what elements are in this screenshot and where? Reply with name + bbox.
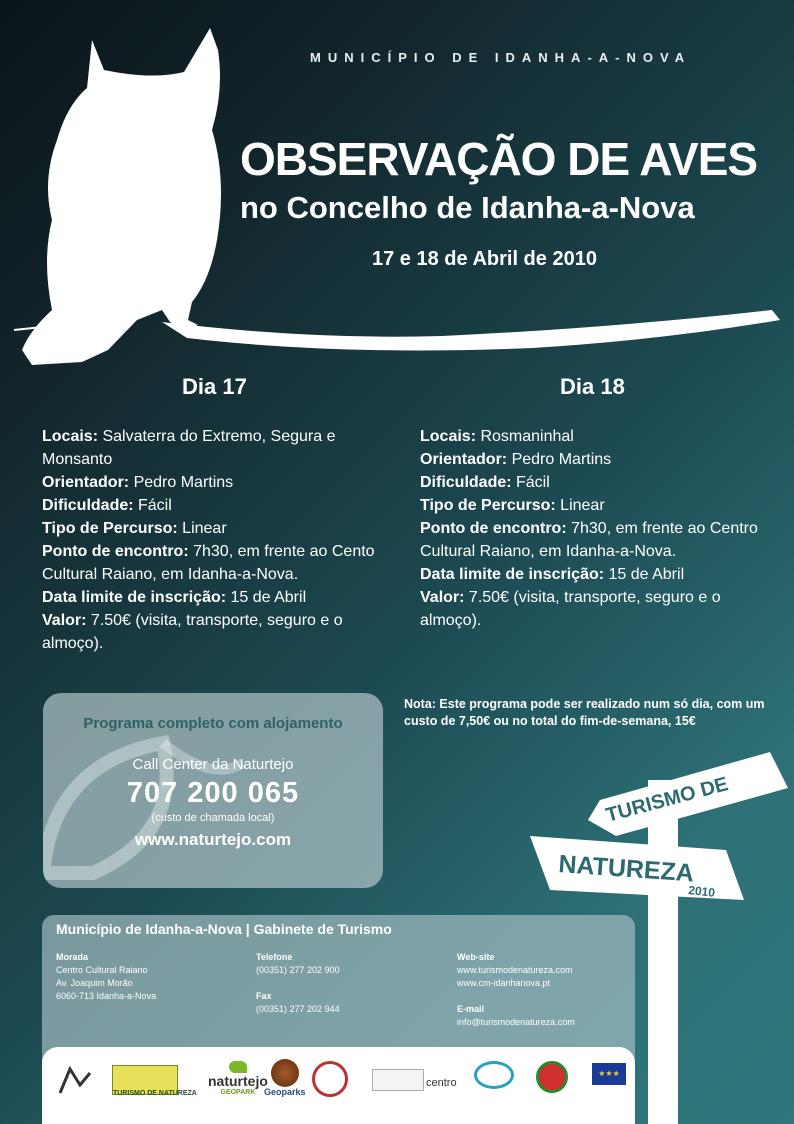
call-center-label: Call Center da Naturtejo	[132, 756, 294, 773]
day18-valor: Valor: 7.50€ (visita, transporte, seguro e o almoço).	[420, 589, 721, 629]
phone-note: (custo de chamada local)	[151, 812, 275, 824]
naturtejo-logo: naturtejo GEOPARK	[208, 1061, 268, 1096]
note-text: Nota: Este programa pode ser realizado num só dia, com um custo de 7,50€ ou no total do fim-de-semana, 15€	[404, 697, 765, 728]
promo-box	[43, 693, 383, 888]
day18-orientador: Orientador: Pedro Martins	[420, 451, 612, 468]
day17-dificuldade: Dificuldade: Fácil	[42, 497, 172, 514]
page-subtitle: no Concelho de Idanha-a-Nova	[240, 190, 695, 225]
day17-percurso: Tipo de Percurso: Linear	[42, 520, 227, 537]
sponsor-logos-bar	[42, 1047, 635, 1124]
fax-value: (00351) 277 202 944	[256, 1004, 340, 1014]
day17-inscricao: Data limite de inscrição: 15 de Abril	[42, 589, 307, 606]
day17-locais: Locais: Salvaterra do Extremo, Segura e Monsanto	[42, 428, 336, 468]
day17-details	[42, 425, 382, 655]
geoparks-logo: Geoparks	[264, 1059, 306, 1097]
eu-flag-icon: ★★★	[592, 1063, 626, 1085]
sign-bottom-label: NATUREZA	[557, 850, 695, 888]
sign-year-label: 2010	[687, 883, 716, 900]
web-link-2[interactable]: www.cm-idanhanova.pt	[457, 978, 551, 988]
website-link[interactable]: www.naturtejo.com	[134, 830, 292, 849]
cooperation-logo-icon	[536, 1061, 568, 1093]
globe-icon	[271, 1059, 299, 1087]
telefone-value[interactable]: (00351) 277 202 900	[256, 965, 340, 975]
day18-encontro: Ponto de encontro: 7h30, em frente ao Centro Cultural Raiano, em Idanha-a-Nova.	[420, 520, 758, 560]
email-link[interactable]: info@turismodenatureza.com	[457, 1017, 575, 1027]
idanha-logo-icon	[56, 1063, 96, 1097]
day18-dificuldade: Dificuldade: Fácil	[420, 474, 550, 491]
geoparks-network-logo-icon	[312, 1061, 348, 1097]
day18-locais: Locais: Rosmaninhal	[420, 428, 574, 445]
promo-title: Programa completo com alojamento	[83, 715, 343, 732]
page-title: OBSERVAÇÃO DE AVES	[240, 133, 758, 185]
turismo-centro-logo-icon	[474, 1061, 514, 1089]
portugal-logo-icon	[372, 1069, 424, 1091]
web-block: Web-site www.turismodenatureza.com www.cm-idanhanova.pt E-mail info@turismodenatureza.com	[457, 952, 575, 1027]
turismo-natureza-logo: TURISMO DE NATUREZA	[112, 1065, 178, 1095]
day17-orientador: Orientador: Pedro Martins	[42, 474, 234, 491]
leaf-icon	[229, 1061, 247, 1073]
centro-logo: centro	[426, 1077, 457, 1089]
day17-valor: Valor: 7.50€ (visita, transporte, seguro e o almoço).	[42, 612, 343, 652]
day18-percurso: Tipo de Percurso: Linear	[420, 497, 605, 514]
day18-heading: Dia 18	[560, 374, 625, 399]
phone-block: Telefone (00351) 277 202 900 Fax (00351) 277 202 944	[256, 952, 340, 1014]
sign-top-label: TURISMO DE	[603, 773, 731, 827]
day17-heading: Dia 17	[182, 374, 247, 399]
day17-encontro: Ponto de encontro: 7h30, em frente ao Cento Cultural Raiano, em Idanha-a-Nova.	[42, 543, 375, 583]
event-dates: 17 e 18 de Abril de 2010	[372, 248, 597, 270]
day18-details	[420, 425, 760, 632]
address-block: Morada Centro Cultural Raiano Av. Joaquim Morão 6060-713 Idanha-a-Nova	[56, 952, 157, 1001]
day18-inscricao: Data limite de inscrição: 15 de Abril	[420, 566, 685, 583]
contact-heading: Município de Idanha-a-Nova | Gabinete de Turismo	[56, 921, 392, 937]
web-link-1[interactable]: www.turismodenatureza.com	[457, 965, 573, 975]
phone-number[interactable]: 707 200 065	[126, 777, 300, 809]
municipality-label: MUNICÍPIO DE IDANHA-A-NOVA	[310, 50, 692, 65]
